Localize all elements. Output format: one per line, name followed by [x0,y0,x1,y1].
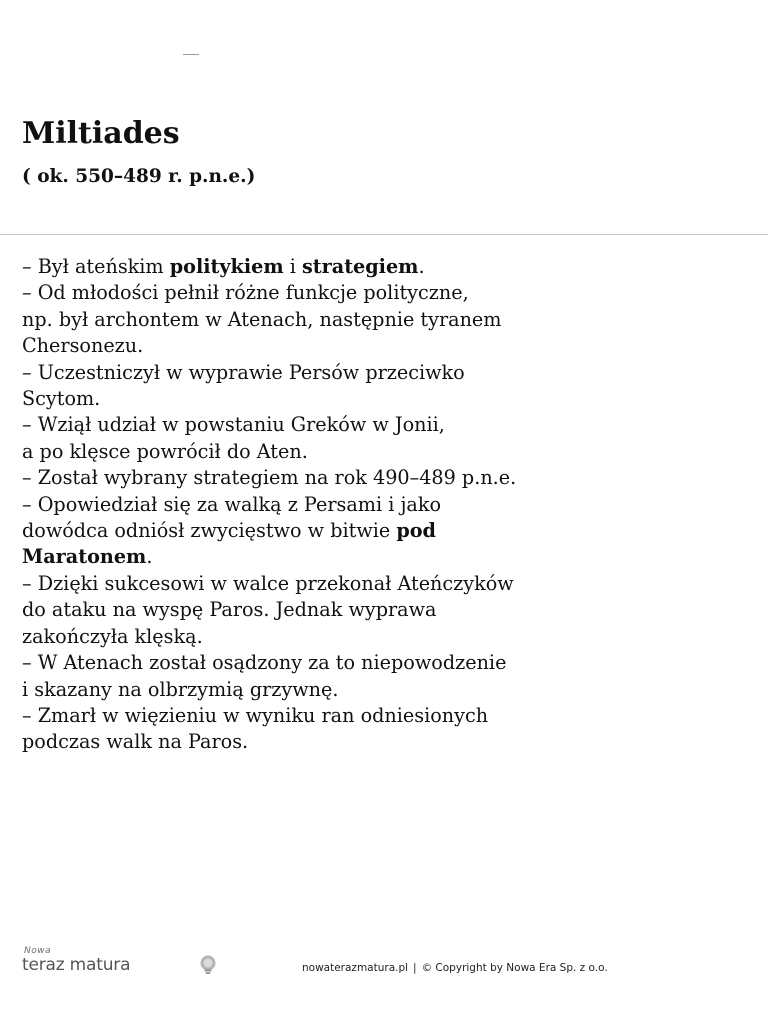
text-segment: – Od młodości pełnił różne funkcje polityczne, [22,281,469,305]
text-line [22,729,762,755]
text-segment: . [146,545,153,569]
biography-text [22,254,762,756]
text-line [22,571,762,597]
text-segment: – Był ateńskim [22,255,170,278]
footer-site-link[interactable]: nowaterazmatura.pl [302,962,409,974]
text-line [22,360,762,386]
text-line [22,280,762,306]
text-line [22,386,762,412]
footer-separator: | [413,962,417,974]
text-segment: a po klęsce powrócił do Aten. [22,439,308,463]
text-line [22,333,762,359]
text-segment: zakończyła klęską. [22,624,203,648]
text-segment: – Został wybrany strategiem na rok 490–489 p.n.e. [22,466,517,490]
text-segment: i [283,255,302,278]
footer-logo [22,946,222,978]
logo-main-text: teraz matura [22,955,131,975]
page-title: Miltiades [22,116,180,151]
bold-term: strategiem [301,255,419,278]
text-line [22,544,762,570]
text-segment: – Uczestniczył w wyprawie Persów przeciwko [22,360,465,384]
bold-term: pod [396,519,436,543]
text-line [22,650,762,676]
text-line [22,624,762,650]
text-segment: – Zmarł w więzieniu w wyniku ran odniesionych [22,703,489,727]
text-segment: . [418,255,425,278]
text-line [22,492,762,518]
header-divider [0,234,768,235]
text-line [22,412,762,438]
bold-term: Maratonem [22,545,147,569]
text-segment: – Opowiedział się za walką z Persami i jako [22,492,442,516]
text-segment: dowódca odniósł zwycięstwo w bitwie [22,519,397,543]
text-segment: Chersonezu. [22,334,144,358]
text-segment: do ataku na wyspę Paros. Jednak wyprawa [22,598,437,622]
text-segment: – W Atenach został osądzony za to niepowodzenie [22,651,507,675]
text-segment: np. był archontem w Atenach, następnie tyranem [22,307,502,331]
logo-small-text: Nowa [24,946,52,956]
footer-info [302,961,608,975]
footer-copyright: © Copyright by Nowa Era Sp. z o.o. [421,962,608,974]
text-segment: – Wziął udział w powstaniu Greków w Jonii, [22,413,445,437]
text-segment: – Dzięki sukcesowi w walce przekonał Ateńczyków [22,571,514,595]
text-segment: i skazany na olbrzymią grzywnę. [22,677,339,701]
text-line [22,677,762,703]
text-line [22,307,762,333]
text-line [22,597,762,623]
text-line [22,465,762,491]
text-line [22,703,762,729]
bold-term: politykiem [169,255,284,278]
text-line [22,439,762,465]
text-segment: Scytom. [22,387,101,411]
top-dash-mark [183,54,199,55]
text-line [22,518,762,544]
page-subtitle: ( ok. 550–489 r. p.n.e.) [22,166,256,187]
lightbulb-icon [198,954,218,976]
text-line [22,254,762,280]
text-segment: podczas walk na Paros. [22,730,249,754]
